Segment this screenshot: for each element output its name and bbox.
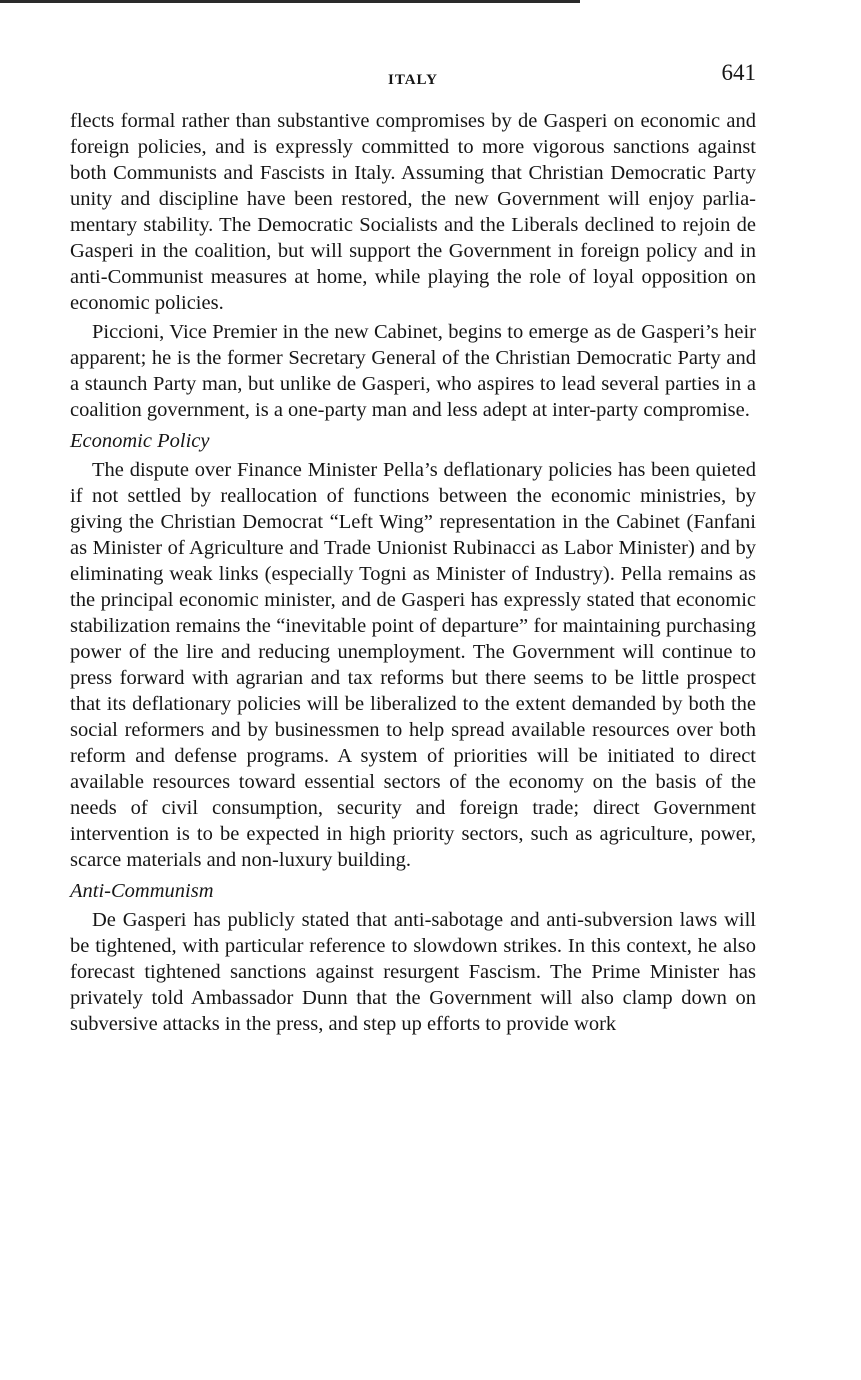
body-text xyxy=(70,108,756,1040)
page-header xyxy=(70,60,756,96)
section-heading-anti-communism: Anti-Communism xyxy=(70,880,214,902)
section-heading-economic-policy: Economic Policy xyxy=(70,430,210,452)
paragraph-continued: flects formal rather than substantive compromises by de Gasperi on economic and foreign policies, and is expressly committed to more vigorous sanctions against both Communists and Fascists in Italy. Assuming that Christian Democratic Party unity and discipline have been restored, the new Government will enjoy parliamentary stability. The Democratic Socialists and the Liberals declined to rejoin de Gasperi in the coalition, but will support the Government in foreign policy and in anti-Communist measures at home, while playing the role of loyal opposition on economic policies. xyxy=(70,110,756,314)
page-number: 641 xyxy=(721,60,756,85)
paragraph-anti-communism: De Gasperi has publicly stated that anti-sabotage and anti-subversion laws will be tightened, with particular reference to slowdown strikes. In this context, he also forecast tightened sanctions against resurgent Fascism. The Prime Minister has privately told Ambassador Dunn that the Government will also clamp down on subversive attacks in the press, and step up efforts to provide work xyxy=(70,909,756,1035)
top-rule xyxy=(0,0,580,3)
running-head: ITALY xyxy=(387,72,439,88)
paragraph-piccioni: Piccioni, Vice Premier in the new Cabinet, begins to emerge as de Gasperi’s heir apparent; he is the former Secretary General of the Christian Democratic Party and a staunch Party man, but unlike de Gasperi, who aspires to lead several parties in a coalition government, is a one-party man and less adept at inter-party compromise. xyxy=(70,321,756,421)
paragraph-economic-policy: The dispute over Finance Minister Pella’s deflationary policies has been quieted if not settled by reallocation of functions between the economic ministries, by giving the Christian Democrat “Left Wing” representation in the Cabinet (Fanfani as Minister of Agriculture and Trade Unionist Rubinacci as Labor Minister) and by eliminating weak links (especially Togni as Minister of Industry). Pella remains as the principal economic minister, and de Gasperi has expressly stated that economic stabilization remains the “inevitable point of departure” for maintaining purchasing power of the lire and reducing unemployment. The Government will continue to press forward with agrarian and tax reforms but there seems to be little prospect that its deflationary policies will be liberalized to the extent demanded by both the social reformers and by businessmen to help spread available resources over both reform and defense programs. A system of priorities will be initiated to direct available resources toward essential sectors of the economy on the basis of the needs of civil consumption, security and foreign trade; direct Government intervention is to be expected in high priority sectors, such as agriculture, power, scarce materials and non-luxury building. xyxy=(70,459,756,871)
